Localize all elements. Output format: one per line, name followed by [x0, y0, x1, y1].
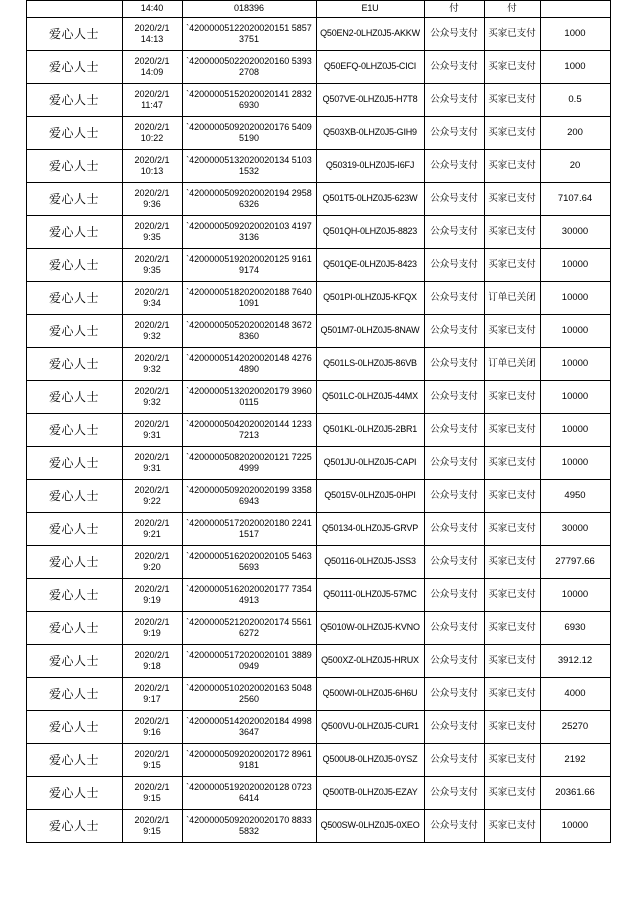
cell-status: 买家已支付 — [484, 810, 540, 843]
cell-datetime — [122, 18, 182, 51]
cell-product_code: Q501KL-0LHZ0J5-2BR1 — [316, 414, 424, 447]
cell-amount: 0.5 — [540, 84, 610, 117]
cell-time: 9:32 — [143, 364, 161, 374]
table-row — [26, 447, 610, 480]
cell-date: 2020/2/1 — [134, 418, 170, 429]
cell-order_no: `42000005182020020188 76401091 — [182, 282, 316, 315]
cell-order_no: `42000005092020020103 41973136 — [182, 216, 316, 249]
cell-time: 9:35 — [143, 265, 161, 275]
cell-status: 买家已支付 — [484, 18, 540, 51]
cell-date: 2020/2/1 — [134, 187, 170, 198]
table-row — [26, 381, 610, 414]
table-row — [26, 480, 610, 513]
cell-product_code: Q50134-0LHZ0J5-GRVP — [316, 513, 424, 546]
cell-time: 9:31 — [143, 430, 161, 440]
cell-donor: 爱心人士 — [26, 777, 122, 810]
table-row — [26, 810, 610, 843]
cell-date: 2020/2/1 — [134, 22, 170, 33]
cell-donor: 爱心人士 — [26, 282, 122, 315]
cell-donor: 爱心人士 — [26, 381, 122, 414]
cell-amount: 10000 — [540, 381, 610, 414]
cell-donor: 爱心人士 — [26, 711, 122, 744]
cell-donor: 爱心人士 — [26, 51, 122, 84]
cell-amount: 10000 — [540, 249, 610, 282]
cell-date: 2020/2/1 — [134, 550, 170, 561]
cell-pay_method: 公众号支付 — [424, 711, 484, 744]
cell-donor: 爱心人士 — [26, 414, 122, 447]
cell-amount: 10000 — [540, 348, 610, 381]
table-row — [26, 282, 610, 315]
cell-product_code: Q500TB-0LHZ0J5-EZAY — [316, 777, 424, 810]
cell-status: 买家已支付 — [484, 744, 540, 777]
cell-datetime — [122, 348, 182, 381]
table-row — [26, 678, 610, 711]
cell-order_no: `42000005142020020148 42764890 — [182, 348, 316, 381]
cell-time: 9:16 — [143, 727, 161, 737]
cell-order_no: `42000005082020020121 72254999 — [182, 447, 316, 480]
cell-datetime: 14:40 — [122, 1, 182, 18]
cell-time: 9:21 — [143, 529, 161, 539]
cell-amount: 27797.66 — [540, 546, 610, 579]
table-body — [26, 1, 610, 843]
cell-pay_method: 公众号支付 — [424, 612, 484, 645]
cell-time: 10:13 — [140, 166, 164, 176]
table-row — [26, 513, 610, 546]
cell-date: 2020/2/1 — [134, 121, 170, 132]
cell-amount: 4950 — [540, 480, 610, 513]
cell-donor: 爱心人士 — [26, 810, 122, 843]
cell-datetime — [122, 117, 182, 150]
cell-product_code: Q501LC-0LHZ0J5-44MX — [316, 381, 424, 414]
cell-order_no: `42000005192020020128 07236414 — [182, 777, 316, 810]
cell-pay_method: 公众号支付 — [424, 183, 484, 216]
cell-amount: 10000 — [540, 447, 610, 480]
cell-date: 2020/2/1 — [134, 319, 170, 330]
cell-donor: 爱心人士 — [26, 183, 122, 216]
cell-status: 买家已支付 — [484, 117, 540, 150]
cell-datetime — [122, 315, 182, 348]
cell-order_no: `42000005092020020176 54095190 — [182, 117, 316, 150]
cell-product_code: Q503XB-0LHZ0J5-GIH9 — [316, 117, 424, 150]
cell-time: 9:15 — [143, 826, 161, 836]
table-row-partial — [26, 1, 610, 18]
cell-product_code: Q500VU-0LHZ0J5-CUR1 — [316, 711, 424, 744]
cell-donor: 爱心人士 — [26, 546, 122, 579]
cell-product_code: Q501M7-0LHZ0J5-8NAW — [316, 315, 424, 348]
cell-datetime — [122, 810, 182, 843]
cell-datetime — [122, 447, 182, 480]
cell-datetime — [122, 546, 182, 579]
cell-status: 买家已支付 — [484, 51, 540, 84]
cell-pay_method: 公众号支付 — [424, 18, 484, 51]
cell-datetime — [122, 414, 182, 447]
table-row — [26, 711, 610, 744]
cell-time: 9:36 — [143, 199, 161, 209]
cell-product_code: Q500U8-0LHZ0J5-0YSZ — [316, 744, 424, 777]
cell-product_code: Q507VE-0LHZ0J5-H7T8 — [316, 84, 424, 117]
cell-order_no: `42000005132020020134 51031532 — [182, 150, 316, 183]
cell-date: 2020/2/1 — [134, 781, 170, 792]
cell-datetime — [122, 183, 182, 216]
cell-date: 2020/2/1 — [134, 649, 170, 660]
table-row — [26, 579, 610, 612]
cell-order_no: `42000005092020020170 88335832 — [182, 810, 316, 843]
cell-time: 14:13 — [140, 34, 164, 44]
cell-order_no: `42000005152020020141 28326930 — [182, 84, 316, 117]
cell-datetime — [122, 249, 182, 282]
cell-date: 2020/2/1 — [134, 484, 170, 495]
cell-donor: 爱心人士 — [26, 612, 122, 645]
table-row — [26, 645, 610, 678]
cell-pay_method: 公众号支付 — [424, 381, 484, 414]
cell-pay_method: 公众号支付 — [424, 744, 484, 777]
cell-date: 2020/2/1 — [134, 616, 170, 627]
cell-pay_method: 公众号支付 — [424, 348, 484, 381]
cell-amount: 20361.66 — [540, 777, 610, 810]
cell-product_code: Q501T5-0LHZ0J5-623W — [316, 183, 424, 216]
cell-date: 2020/2/1 — [134, 253, 170, 264]
cell-time: 9:32 — [143, 331, 161, 341]
cell-product_code: Q50116-0LHZ0J5-JSS3 — [316, 546, 424, 579]
cell-amount: 3912.12 — [540, 645, 610, 678]
donation-table — [26, 0, 611, 843]
cell-amount: 200 — [540, 117, 610, 150]
cell-donor: 爱心人士 — [26, 150, 122, 183]
table-row — [26, 117, 610, 150]
cell-date: 2020/2/1 — [134, 682, 170, 693]
cell-status: 买家已支付 — [484, 150, 540, 183]
cell-pay_method: 公众号支付 — [424, 84, 484, 117]
cell-status: 买家已支付 — [484, 84, 540, 117]
cell-order_no: `42000005042020020144 12337213 — [182, 414, 316, 447]
cell-donor: 爱心人士 — [26, 744, 122, 777]
cell-datetime — [122, 480, 182, 513]
cell-product-code: E1U — [316, 1, 424, 18]
cell-time: 9:31 — [143, 463, 161, 473]
cell-product_code: Q500XZ-0LHZ0J5-HRUX — [316, 645, 424, 678]
cell-status: 买家已支付 — [484, 711, 540, 744]
cell-time: 9:17 — [143, 694, 161, 704]
cell-donor: 爱心人士 — [26, 18, 122, 51]
cell-product_code: Q501QE-0LHZ0J5-8423 — [316, 249, 424, 282]
cell-date: 2020/2/1 — [134, 55, 170, 66]
cell-status: 买家已支付 — [484, 612, 540, 645]
cell-status: 买家已支付 — [484, 414, 540, 447]
cell-donor: 爱心人士 — [26, 645, 122, 678]
cell-status: 买家已支付 — [484, 678, 540, 711]
cell-date: 2020/2/1 — [134, 583, 170, 594]
cell-amount: 7107.64 — [540, 183, 610, 216]
cell-datetime — [122, 84, 182, 117]
cell-datetime — [122, 744, 182, 777]
cell-time: 9:15 — [143, 793, 161, 803]
cell-datetime — [122, 216, 182, 249]
cell-amount: 2192 — [540, 744, 610, 777]
cell-pay_method: 公众号支付 — [424, 249, 484, 282]
cell-time: 9:19 — [143, 628, 161, 638]
cell-pay-method: 付 — [424, 1, 484, 18]
cell-pay_method: 公众号支付 — [424, 150, 484, 183]
cell-pay_method: 公众号支付 — [424, 777, 484, 810]
cell-time: 9:22 — [143, 496, 161, 506]
cell-order_no: `42000005172020020101 38890949 — [182, 645, 316, 678]
table-row — [26, 348, 610, 381]
cell-product_code: Q5015V-0LHZ0J5-0HPI — [316, 480, 424, 513]
cell-time: 9:20 — [143, 562, 161, 572]
cell-datetime — [122, 777, 182, 810]
cell-date: 2020/2/1 — [134, 814, 170, 825]
cell-donor: 爱心人士 — [26, 315, 122, 348]
cell-datetime — [122, 150, 182, 183]
table-row — [26, 249, 610, 282]
cell-product_code: Q501PI-0LHZ0J5-KFQX — [316, 282, 424, 315]
cell-datetime — [122, 612, 182, 645]
table-row — [26, 744, 610, 777]
cell-product_code: Q500WI-0LHZ0J5-6H6U — [316, 678, 424, 711]
cell-order_no: `42000005022020020160 53932708 — [182, 51, 316, 84]
cell-status: 买家已支付 — [484, 777, 540, 810]
cell-date: 2020/2/1 — [134, 451, 170, 462]
cell-order_no: `42000005092020020172 89619181 — [182, 744, 316, 777]
cell-order_no: `42000005172020020180 22411517 — [182, 513, 316, 546]
table-row — [26, 18, 610, 51]
cell-amount: 20 — [540, 150, 610, 183]
cell-order_no: `42000005142020020184 49983647 — [182, 711, 316, 744]
cell-order_no: `42000005052020020148 36728360 — [182, 315, 316, 348]
cell-datetime — [122, 711, 182, 744]
cell-order-no: 018396 — [182, 1, 316, 18]
table-row — [26, 414, 610, 447]
cell-status: 买家已支付 — [484, 216, 540, 249]
table-row — [26, 546, 610, 579]
cell-donor: 爱心人士 — [26, 480, 122, 513]
cell-pay_method: 公众号支付 — [424, 546, 484, 579]
cell-datetime — [122, 678, 182, 711]
cell-pay_method: 公众号支付 — [424, 678, 484, 711]
cell-date: 2020/2/1 — [134, 286, 170, 297]
table-row — [26, 315, 610, 348]
cell-order_no: `42000005122020020151 58573751 — [182, 18, 316, 51]
cell-donor: 爱心人士 — [26, 117, 122, 150]
cell-pay_method: 公众号支付 — [424, 579, 484, 612]
cell-status: 买家已支付 — [484, 249, 540, 282]
cell-time: 9:18 — [143, 661, 161, 671]
cell-date: 2020/2/1 — [134, 748, 170, 759]
cell-donor: 爱心人士 — [26, 84, 122, 117]
cell-product_code: Q50111-0LHZ0J5-57MC — [316, 579, 424, 612]
table-row — [26, 612, 610, 645]
cell-pay_method: 公众号支付 — [424, 810, 484, 843]
cell-datetime — [122, 579, 182, 612]
cell-pay_method: 公众号支付 — [424, 282, 484, 315]
cell-pay_method: 公众号支付 — [424, 447, 484, 480]
cell-amount: 30000 — [540, 216, 610, 249]
cell-date: 2020/2/1 — [134, 154, 170, 165]
cell-product_code: Q501LS-0LHZ0J5-86VB — [316, 348, 424, 381]
table-row — [26, 51, 610, 84]
cell-donor: 爱心人士 — [26, 216, 122, 249]
cell-amount: 6930 — [540, 612, 610, 645]
cell-pay_method: 公众号支付 — [424, 315, 484, 348]
cell-product_code: Q50319-0LHZ0J5-I6FJ — [316, 150, 424, 183]
table-row — [26, 216, 610, 249]
cell-pay_method: 公众号支付 — [424, 480, 484, 513]
cell-date: 2020/2/1 — [134, 385, 170, 396]
cell-order_no: `42000005162020020177 73544913 — [182, 579, 316, 612]
cell-amount: 10000 — [540, 282, 610, 315]
cell-donor: 爱心人士 — [26, 249, 122, 282]
cell-pay_method: 公众号支付 — [424, 51, 484, 84]
cell-amount — [540, 1, 610, 18]
cell-amount: 4000 — [540, 678, 610, 711]
cell-date: 2020/2/1 — [134, 517, 170, 528]
table-row — [26, 84, 610, 117]
cell-date: 2020/2/1 — [134, 88, 170, 99]
cell-product_code: Q500SW-0LHZ0J5-0XEO — [316, 810, 424, 843]
cell-time: 9:35 — [143, 232, 161, 242]
cell-time: 14:09 — [140, 67, 164, 77]
cell-product_code: Q501JU-0LHZ0J5-CAPI — [316, 447, 424, 480]
cell-date: 2020/2/1 — [134, 715, 170, 726]
cell-date: 2020/2/1 — [134, 220, 170, 231]
cell-status: 买家已支付 — [484, 513, 540, 546]
cell-product_code: Q501QH-0LHZ0J5-8823 — [316, 216, 424, 249]
cell-order_no: `42000005192020020125 91619174 — [182, 249, 316, 282]
cell-donor: 爱心人士 — [26, 447, 122, 480]
cell-pay_method: 公众号支付 — [424, 216, 484, 249]
cell-amount: 1000 — [540, 18, 610, 51]
cell-pay_method: 公众号支付 — [424, 117, 484, 150]
cell-pay_method: 公众号支付 — [424, 513, 484, 546]
cell-donor: 爱心人士 — [26, 348, 122, 381]
cell-status: 订单已关闭 — [484, 348, 540, 381]
cell-datetime — [122, 282, 182, 315]
cell-status: 订单已关闭 — [484, 282, 540, 315]
cell-amount: 10000 — [540, 315, 610, 348]
cell-time: 9:32 — [143, 397, 161, 407]
cell-order_no: `42000005212020020174 55616272 — [182, 612, 316, 645]
cell-time: 9:19 — [143, 595, 161, 605]
cell-amount: 1000 — [540, 51, 610, 84]
cell-status: 买家已支付 — [484, 480, 540, 513]
cell-amount: 10000 — [540, 810, 610, 843]
table-row — [26, 150, 610, 183]
cell-datetime — [122, 381, 182, 414]
cell-status: 买家已支付 — [484, 381, 540, 414]
cell-status: 买家已支付 — [484, 183, 540, 216]
cell-status: 买家已支付 — [484, 447, 540, 480]
cell-order_no: `42000005162020020105 54635693 — [182, 546, 316, 579]
cell-amount: 25270 — [540, 711, 610, 744]
cell-datetime — [122, 513, 182, 546]
cell-product_code: Q50EN2-0LHZ0J5-AKKW — [316, 18, 424, 51]
cell-time: 9:34 — [143, 298, 161, 308]
cell-time: 10:22 — [140, 133, 164, 143]
cell-donor: 爱心人士 — [26, 513, 122, 546]
cell-amount: 10000 — [540, 579, 610, 612]
cell-status: 买家已支付 — [484, 315, 540, 348]
table-row — [26, 183, 610, 216]
cell-donor: 爱心人士 — [26, 579, 122, 612]
cell-product_code: Q5010W-0LHZ0J5-KVNO — [316, 612, 424, 645]
cell-amount: 10000 — [540, 414, 610, 447]
cell-date: 2020/2/1 — [134, 352, 170, 363]
cell-time: 9:15 — [143, 760, 161, 770]
cell-order_no: `42000005092020020199 33586943 — [182, 480, 316, 513]
cell-status: 买家已支付 — [484, 645, 540, 678]
cell-donor: 爱心人士 — [26, 678, 122, 711]
cell-donor — [26, 1, 122, 18]
cell-product_code: Q50EFQ-0LHZ0J5-CICI — [316, 51, 424, 84]
cell-pay_method: 公众号支付 — [424, 414, 484, 447]
cell-status: 付 — [484, 1, 540, 18]
cell-order_no: `42000005102020020163 50482560 — [182, 678, 316, 711]
cell-order_no: `42000005132020020179 39600115 — [182, 381, 316, 414]
cell-pay_method: 公众号支付 — [424, 645, 484, 678]
cell-amount: 30000 — [540, 513, 610, 546]
cell-datetime — [122, 51, 182, 84]
cell-status: 买家已支付 — [484, 546, 540, 579]
cell-order_no: `42000005092020020194 29586326 — [182, 183, 316, 216]
cell-datetime — [122, 645, 182, 678]
cell-time: 11:47 — [141, 100, 163, 110]
table-row — [26, 777, 610, 810]
cell-status: 买家已支付 — [484, 579, 540, 612]
